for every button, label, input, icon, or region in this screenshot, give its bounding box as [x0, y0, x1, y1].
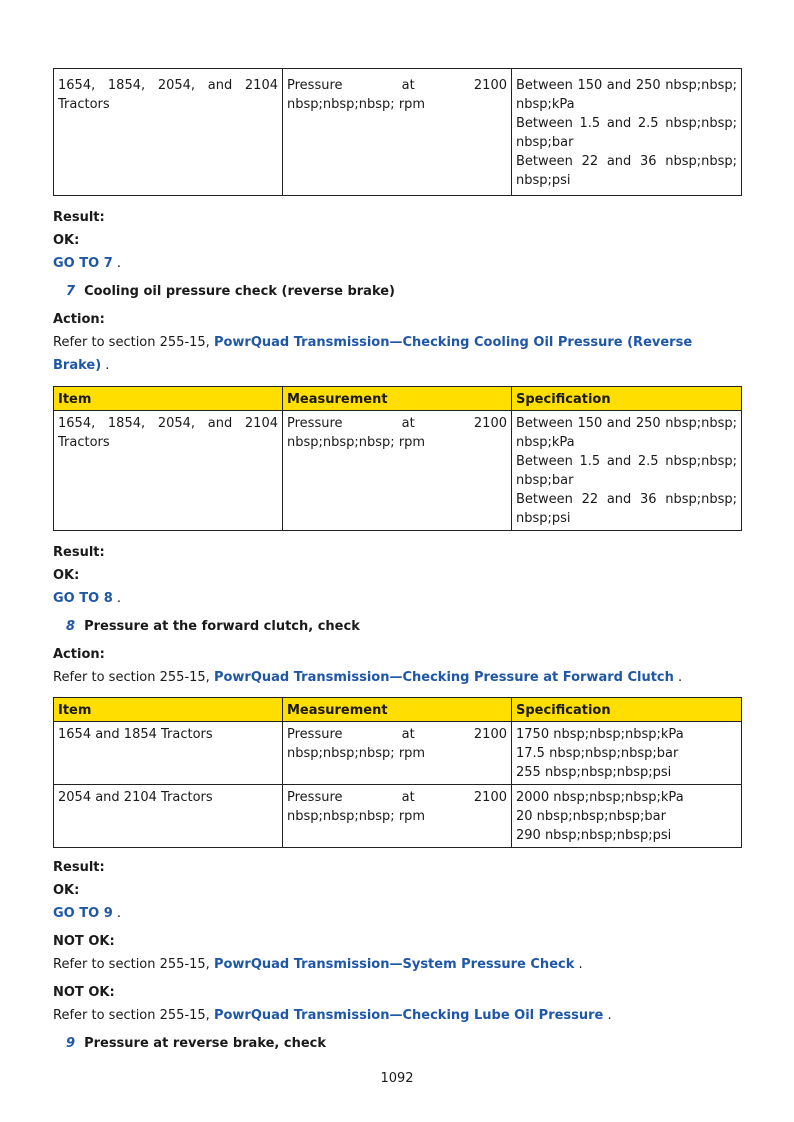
refer-tail: .: [603, 1008, 612, 1023]
goto-line: [53, 902, 741, 925]
refer-line: [53, 331, 741, 377]
goto-tail: .: [112, 591, 122, 606]
refer-link[interactable]: PowrQuad Transmission—Checking Pressure at Forward Clutch: [213, 670, 674, 685]
step-number: 8: [65, 619, 75, 634]
table-cell-spec: [512, 69, 742, 196]
result-label: Result:: [53, 210, 105, 225]
column-header-specification: Specification: [512, 698, 742, 722]
spec-line: 20 nbsp;nbsp;nbsp;bar: [516, 809, 666, 824]
table-cell-item: 2054 and 2104 Tractors: [54, 785, 283, 848]
refer-line: [53, 1004, 741, 1027]
refer-prefix: Refer to section 255-15,: [53, 1008, 214, 1023]
table-row: [54, 722, 742, 785]
column-header-item: Item: [54, 698, 283, 722]
ok-label: OK:: [53, 883, 80, 898]
not-ok-label: NOT OK:: [53, 934, 115, 949]
table-cell-spec: [512, 722, 742, 785]
table-cell-spec: [512, 785, 742, 848]
table-header-row: [54, 387, 742, 411]
refer-link[interactable]: PowrQuad Transmission—System Pressure Check: [213, 957, 575, 972]
table-cell-measurement: Pressure at 2100 nbsp;nbsp;nbsp; rpm: [283, 69, 512, 196]
spec-table-1: [53, 68, 742, 196]
table-cell-item: 1654 and 1854 Tractors: [54, 722, 283, 785]
table-cell-item: 1654, 1854, 2054, and 2104 Tractors: [54, 411, 283, 531]
result-label: Result:: [53, 545, 105, 560]
refer-tail: .: [574, 957, 583, 972]
ok-label: OK:: [53, 233, 80, 248]
table-row: [54, 785, 742, 848]
refer-link[interactable]: PowrQuad Transmission—Checking Cooling Oil Pressure (Reverse Brake): [53, 335, 693, 373]
not-ok-label: NOT OK:: [53, 985, 115, 1000]
spec-line: 2000 nbsp;nbsp;nbsp;kPa: [516, 790, 684, 805]
step-title: Pressure at reverse brake, check: [84, 1036, 327, 1051]
result-label: Result:: [53, 860, 105, 875]
step-heading: [53, 615, 741, 638]
goto-link[interactable]: GO TO 7: [53, 256, 113, 271]
spec-line: 17.5 nbsp;nbsp;nbsp;bar: [516, 746, 679, 761]
spec-table-2: [53, 386, 742, 531]
spec-table-3: [53, 697, 742, 848]
spec-line: Between 150 and 250 nbsp;nbsp; nbsp;kPa: [516, 78, 737, 112]
goto-line: [53, 587, 741, 610]
document-page: [53, 68, 741, 1055]
table-row: [54, 69, 742, 196]
refer-prefix: Refer to section 255-15,: [53, 335, 214, 350]
spec-line: Between 22 and 36 nbsp;nbsp; nbsp;psi: [516, 154, 737, 188]
spec-line: Between 1.5 and 2.5 nbsp;nbsp; nbsp;bar: [516, 116, 737, 150]
refer-line: [53, 666, 741, 689]
spec-line: Between 150 and 250 nbsp;nbsp; nbsp;kPa: [516, 416, 737, 450]
ok-label: OK:: [53, 568, 80, 583]
step-title: Pressure at the forward clutch, check: [84, 619, 360, 634]
table-cell-item: 1654, 1854, 2054, and 2104 Tractors: [54, 69, 283, 196]
spec-line: 290 nbsp;nbsp;nbsp;psi: [516, 828, 672, 843]
step-number: 9: [65, 1036, 75, 1051]
goto-line: [53, 252, 741, 275]
table-cell-measurement: Pressure at 2100 nbsp;nbsp;nbsp; rpm: [283, 722, 512, 785]
column-header-measurement: Measurement: [283, 387, 512, 411]
refer-link[interactable]: PowrQuad Transmission—Checking Lube Oil Pressure: [213, 1008, 604, 1023]
spec-line: 255 nbsp;nbsp;nbsp;psi: [516, 765, 672, 780]
refer-line: [53, 953, 741, 976]
goto-tail: .: [112, 256, 122, 271]
step-heading: [53, 1032, 741, 1055]
refer-prefix: Refer to section 255-15,: [53, 957, 214, 972]
goto-tail: .: [112, 906, 122, 921]
step-title: Cooling oil pressure check (reverse brake): [84, 284, 396, 299]
action-label: Action:: [53, 312, 105, 327]
table-row: [54, 411, 742, 531]
action-label: Action:: [53, 647, 105, 662]
spec-line: Between 1.5 and 2.5 nbsp;nbsp; nbsp;bar: [516, 454, 737, 488]
column-header-measurement: Measurement: [283, 698, 512, 722]
step-heading: [53, 280, 741, 303]
goto-link[interactable]: GO TO 8: [53, 591, 113, 606]
refer-tail: .: [101, 358, 110, 373]
goto-link[interactable]: GO TO 9: [53, 906, 113, 921]
refer-tail: .: [673, 670, 683, 685]
page-number: 1092: [380, 1071, 414, 1086]
spec-line: 1750 nbsp;nbsp;nbsp;kPa: [516, 727, 684, 742]
table-header-row: [54, 698, 742, 722]
spec-line: Between 22 and 36 nbsp;nbsp; nbsp;psi: [516, 492, 737, 526]
column-header-specification: Specification: [512, 387, 742, 411]
column-header-item: Item: [54, 387, 283, 411]
step-number: 7: [65, 284, 75, 299]
table-cell-measurement: Pressure at 2100 nbsp;nbsp;nbsp; rpm: [283, 785, 512, 848]
table-cell-spec: [512, 411, 742, 531]
table-cell-measurement: Pressure at 2100 nbsp;nbsp;nbsp; rpm: [283, 411, 512, 531]
refer-prefix: Refer to section 255-15,: [53, 670, 214, 685]
